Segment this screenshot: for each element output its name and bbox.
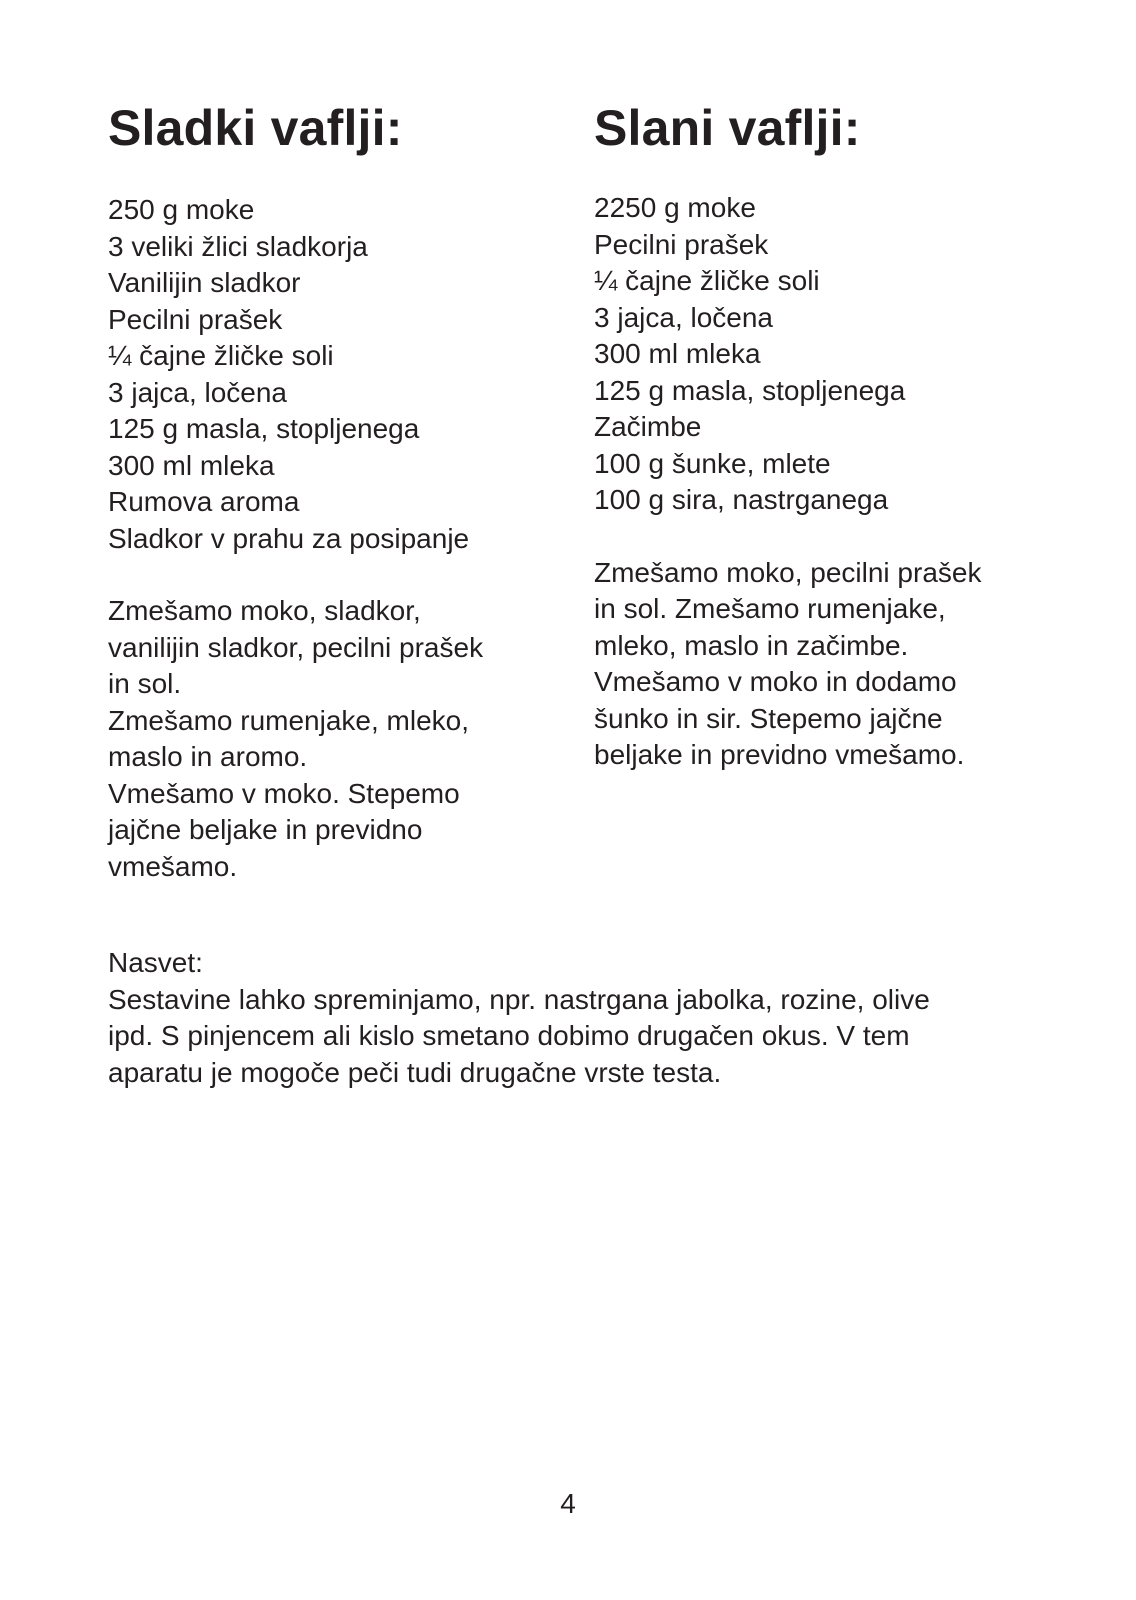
ingredient-item: ¼ čajne žličke soli: [594, 265, 820, 296]
ingredient-item: 3 jajca, ločena: [594, 301, 774, 333]
instruction-line: in sol. Zmešamo rumenjake,: [594, 593, 946, 624]
savory-waffles-section: [594, 96, 1064, 774]
ingredient-item: 100 g šunke, mlete: [594, 447, 831, 479]
instruction-line: Zmešamo rumenjake, mleko,: [108, 704, 470, 736]
ingredient-item: 125 g masla, stopljenega: [108, 413, 420, 444]
savory-waffles-title: Slani vaflji:: [594, 100, 861, 156]
instruction-line: vanilijin sladkor, pecilni prašek: [108, 631, 484, 663]
ingredient-item: Pecilni prašek: [108, 303, 283, 335]
tip-section: [108, 945, 1028, 1091]
instruction-line: Zmešamo moko, pecilni prašek: [594, 556, 982, 588]
sweet-waffles-section: [108, 96, 558, 885]
tip-line: aparatu je mogoče peči tudi drugačne vrste testa.: [108, 1056, 722, 1088]
instruction-line: Vmešamo v moko in dodamo: [594, 666, 957, 697]
ingredient-item: 300 ml mleka: [594, 338, 761, 369]
instruction-line: mleko, maslo in začimbe.: [594, 629, 909, 661]
sweet-instructions: [108, 593, 558, 885]
tip-label: Nasvet:: [108, 947, 203, 978]
ingredient-item: 2250 g moke: [594, 192, 756, 223]
ingredient-item: Rumova aroma: [108, 486, 300, 517]
instruction-line: Zmešamo moko, sladkor,: [108, 595, 421, 626]
instruction-line: maslo in aromo.: [108, 741, 308, 772]
page-number: 4: [560, 1488, 576, 1519]
sweet-waffles-title: Sladki vaflji:: [108, 100, 403, 156]
ingredient-item: Sladkor v prahu za posipanje: [108, 522, 470, 554]
instruction-line: Vmešamo v moko. Stepemo: [108, 777, 460, 809]
ingredient-item: Začimbe: [594, 411, 702, 442]
ingredient-item: ¼ čajne žličke soli: [108, 340, 334, 371]
ingredient-item: 300 ml mleka: [108, 449, 275, 481]
sweet-ingredients-list: [108, 192, 558, 557]
savory-instructions: [594, 555, 1064, 774]
instruction-line: beljake in previdno vmešamo.: [594, 739, 965, 770]
savory-ingredients-list: [594, 190, 1064, 519]
tip-line: Sestavine lahko spreminjamo, npr. nastrgana jabolka, rozine, olive: [108, 983, 930, 1015]
ingredient-item: 3 veliki žlici sladkorja: [108, 230, 368, 262]
instruction-line: jajčne beljake in previdno: [108, 814, 423, 845]
instruction-line: in sol.: [108, 668, 182, 699]
ingredient-item: Pecilni prašek: [594, 228, 769, 260]
ingredient-item: 250 g moke: [108, 194, 255, 225]
ingredient-item: 125 g masla, stopljenega: [594, 374, 906, 406]
ingredient-item: 100 g sira, nastrganega: [594, 484, 889, 515]
ingredient-item: 3 jajca, ločena: [108, 376, 288, 408]
tip-line: ipd. S pinjencem ali kislo smetano dobimo drugačen okus. V tem: [108, 1020, 910, 1051]
instruction-line: vmešamo.: [108, 850, 238, 882]
ingredient-item: Vanilijin sladkor: [108, 267, 301, 298]
instruction-line: šunko in sir. Stepemo jajčne: [594, 702, 943, 734]
